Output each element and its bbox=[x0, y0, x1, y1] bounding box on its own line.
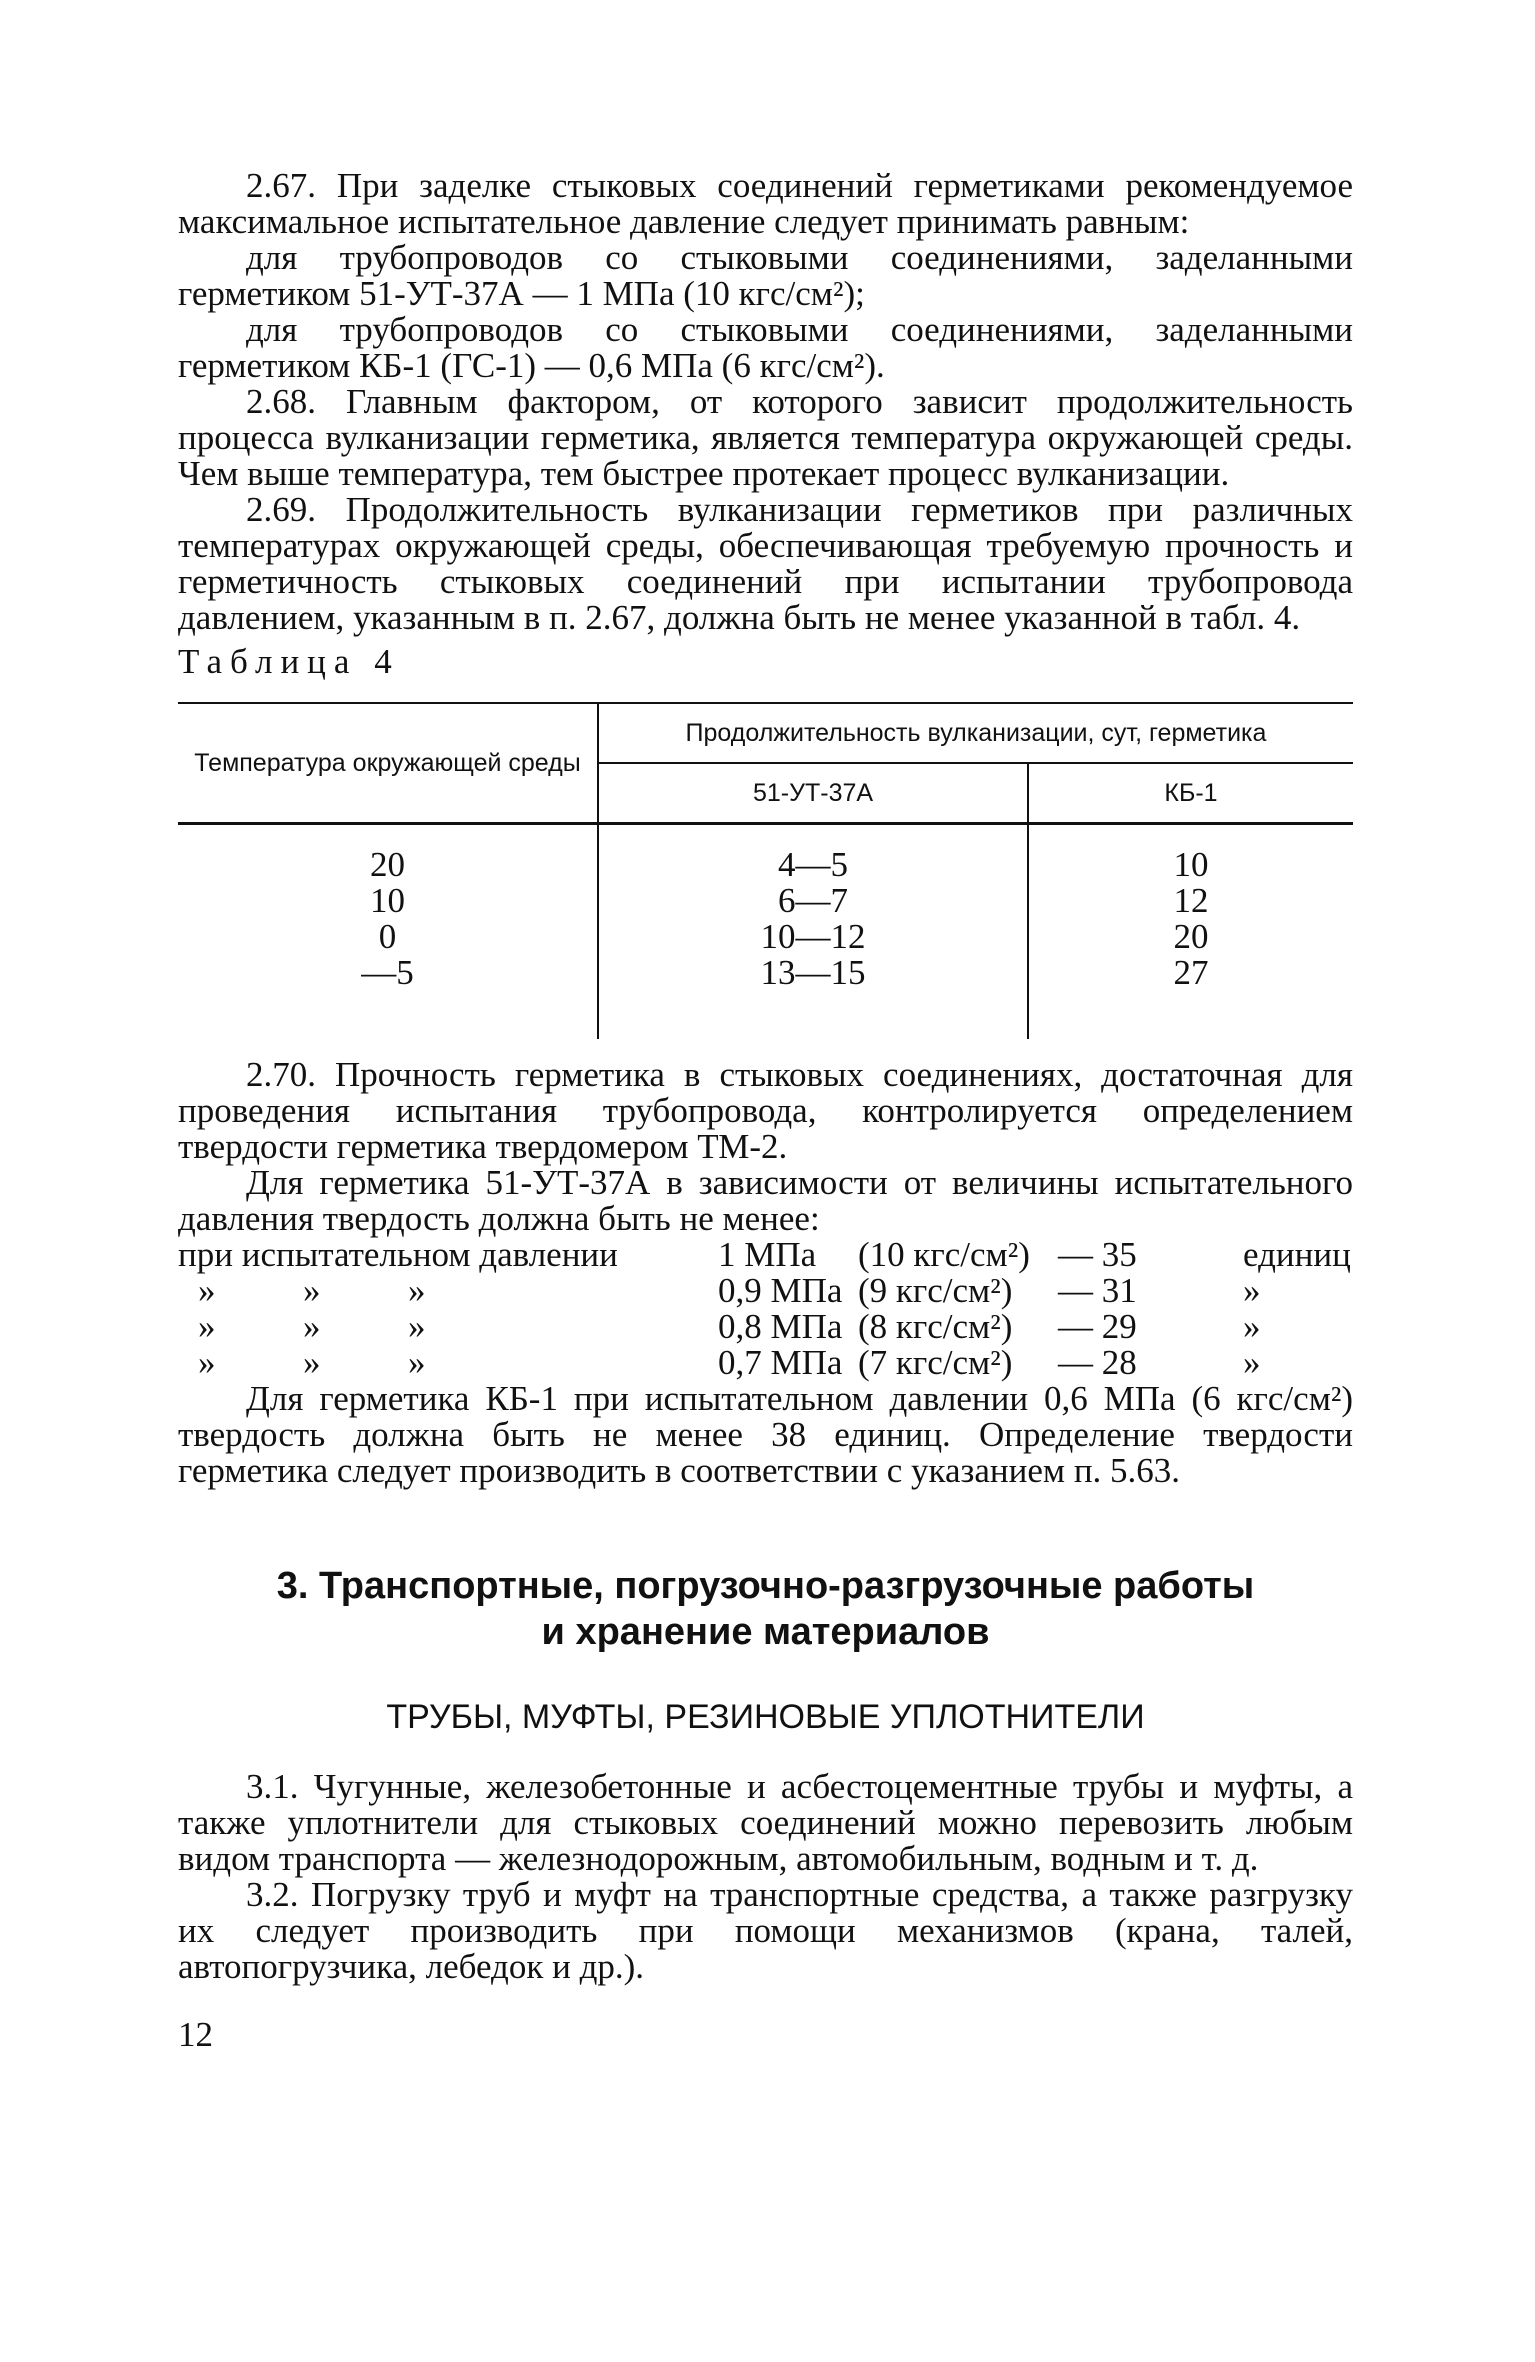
cell-51ut37a: 4—5 bbox=[598, 824, 1028, 884]
vulcanization-table bbox=[178, 702, 1353, 1039]
table-row bbox=[178, 824, 1353, 884]
paragraph-2-70-kb1: Для герметика КБ-1 при испытательном давлении 0,6 МПа (6 кгс/см²) твердость должна быть не менее 38 единиц. Определение твердости герметика следует производить в соответствии с указанием п. 5.63. bbox=[178, 1379, 1353, 1490]
cell-temp: 20 bbox=[370, 845, 405, 884]
hardness-unit: » bbox=[1243, 1271, 1261, 1310]
paragraph-3-2: 3.2. Погрузку труб и муфт на транспортные средства, а также разгрузку их следует производить при помощи механизмов (крана, талей, автопогрузчика, лебедок и др.). bbox=[178, 1875, 1353, 1986]
cell-temp: 0 bbox=[378, 917, 397, 956]
table-row bbox=[178, 883, 1353, 919]
paragraph-2-68: 2.68. Главным фактором, от которого зависит продолжительность процесса вулканизации герметика, является температура окружающей среды. Чем выше температура, тем быстрее протекает процесс вулканизации. bbox=[178, 382, 1353, 493]
cell-kb1: 12 bbox=[1028, 883, 1353, 919]
table-caption: Таблица 4 bbox=[178, 642, 400, 681]
column-header-kb1: КБ-1 bbox=[1028, 763, 1353, 824]
hardness-value: — 28 bbox=[1058, 1343, 1137, 1382]
hardness-unit: единиц bbox=[1243, 1235, 1351, 1274]
cell-temp: —5 bbox=[361, 953, 414, 992]
hardness-kgs: (9 кгс/см²) bbox=[858, 1271, 1013, 1310]
hardness-unit: » bbox=[1243, 1307, 1261, 1346]
hardness-lead: » » » bbox=[198, 1271, 426, 1310]
hardness-lead: » » » bbox=[198, 1307, 426, 1346]
hardness-unit: » bbox=[1243, 1343, 1261, 1382]
cell-51ut37a: 6—7 bbox=[598, 883, 1028, 919]
cell-temp: 10 bbox=[370, 881, 405, 920]
section-title-line1: 3. Транспортные, погрузочно-разгрузочные работы bbox=[276, 1565, 1255, 1607]
table-row bbox=[178, 955, 1353, 1039]
paragraph-2-70: 2.70. Прочность герметика в стыковых соединениях, достаточная для проведения испытания трубопровода, контролируется определением твердости герметика твердомером ТМ-2. bbox=[178, 1055, 1353, 1166]
hardness-row bbox=[178, 1309, 1353, 1345]
hardness-value: — 35 bbox=[1058, 1235, 1137, 1274]
paragraph-2-67-item-a: для трубопроводов со стыковыми соединениями, заделанными герметиком 51-УТ-37А — 1 МПа (10 кгс/см²); bbox=[178, 238, 1353, 313]
hardness-row bbox=[178, 1345, 1353, 1381]
hardness-mpa: 1 МПа bbox=[718, 1235, 817, 1274]
section-subtitle: ТРУБЫ, МУФТЫ, РЕЗИНОВЫЕ УПЛОТНИТЕЛИ bbox=[386, 1698, 1145, 1736]
hardness-row bbox=[178, 1237, 1353, 1273]
document-page bbox=[178, 168, 1353, 2055]
table-row bbox=[178, 919, 1353, 955]
paragraph-2-67: 2.67. При заделке стыковых соединений герметиками рекомендуемое максимальное испытательное давление следует принимать равным: bbox=[178, 166, 1353, 241]
section-title-line2: и хранение материалов bbox=[541, 1611, 990, 1653]
cell-51ut37a: 13—15 bbox=[598, 955, 1028, 1039]
hardness-kgs: (8 кгс/см²) bbox=[858, 1307, 1013, 1346]
hardness-kgs: (10 кгс/см²) bbox=[858, 1235, 1030, 1274]
paragraph-3-1: 3.1. Чугунные, железобетонные и асбестоцементные трубы и муфты, а также уплотнители для стыковых соединений можно перевозить любым видом транспорта — железнодорожным, автомобильным, водным и т. д. bbox=[178, 1767, 1353, 1878]
hardness-lead: » » » bbox=[198, 1343, 426, 1382]
hardness-mpa: 0,9 МПа bbox=[718, 1271, 843, 1310]
column-header-51ut37a: 51-УТ-37А bbox=[598, 763, 1028, 824]
paragraph-2-67-item-b: для трубопроводов со стыковыми соединениями, заделанными герметиком КБ-1 (ГС-1) — 0,6 МПа (6 кгс/см²). bbox=[178, 310, 1353, 385]
hardness-lead: при испытательном давлении bbox=[178, 1235, 618, 1274]
column-header-temperature: Температура окружающей среды bbox=[178, 703, 598, 824]
cell-kb1: 20 bbox=[1028, 919, 1353, 955]
hardness-mpa: 0,7 МПа bbox=[718, 1343, 843, 1382]
hardness-list bbox=[178, 1237, 1353, 1381]
column-header-duration: Продолжительность вулканизации, сут, герметика bbox=[598, 703, 1353, 763]
cell-51ut37a: 10—12 bbox=[598, 919, 1028, 955]
cell-kb1: 10 bbox=[1028, 824, 1353, 884]
paragraph-2-69: 2.69. Продолжительность вулканизации герметиков при различных температурах окружающей среды, обеспечивающая требуемую прочность и герметичность стыковых соединений при испытании трубопровода давлением, указанным в п. 2.67, должна быть не менее указанной в табл. 4. bbox=[178, 490, 1353, 637]
section-title bbox=[178, 1563, 1353, 1655]
hardness-value: — 29 bbox=[1058, 1307, 1137, 1346]
page-number: 12 bbox=[178, 2015, 213, 2054]
paragraph-2-70-intro: Для герметика 51-УТ-37А в зависимости от величины испытательного давления твердость должна быть не менее: bbox=[178, 1163, 1353, 1238]
hardness-value: — 31 bbox=[1058, 1271, 1137, 1310]
hardness-kgs: (7 кгс/см²) bbox=[858, 1343, 1013, 1382]
hardness-row bbox=[178, 1273, 1353, 1309]
hardness-mpa: 0,8 МПа bbox=[718, 1307, 843, 1346]
cell-kb1: 27 bbox=[1028, 955, 1353, 1039]
